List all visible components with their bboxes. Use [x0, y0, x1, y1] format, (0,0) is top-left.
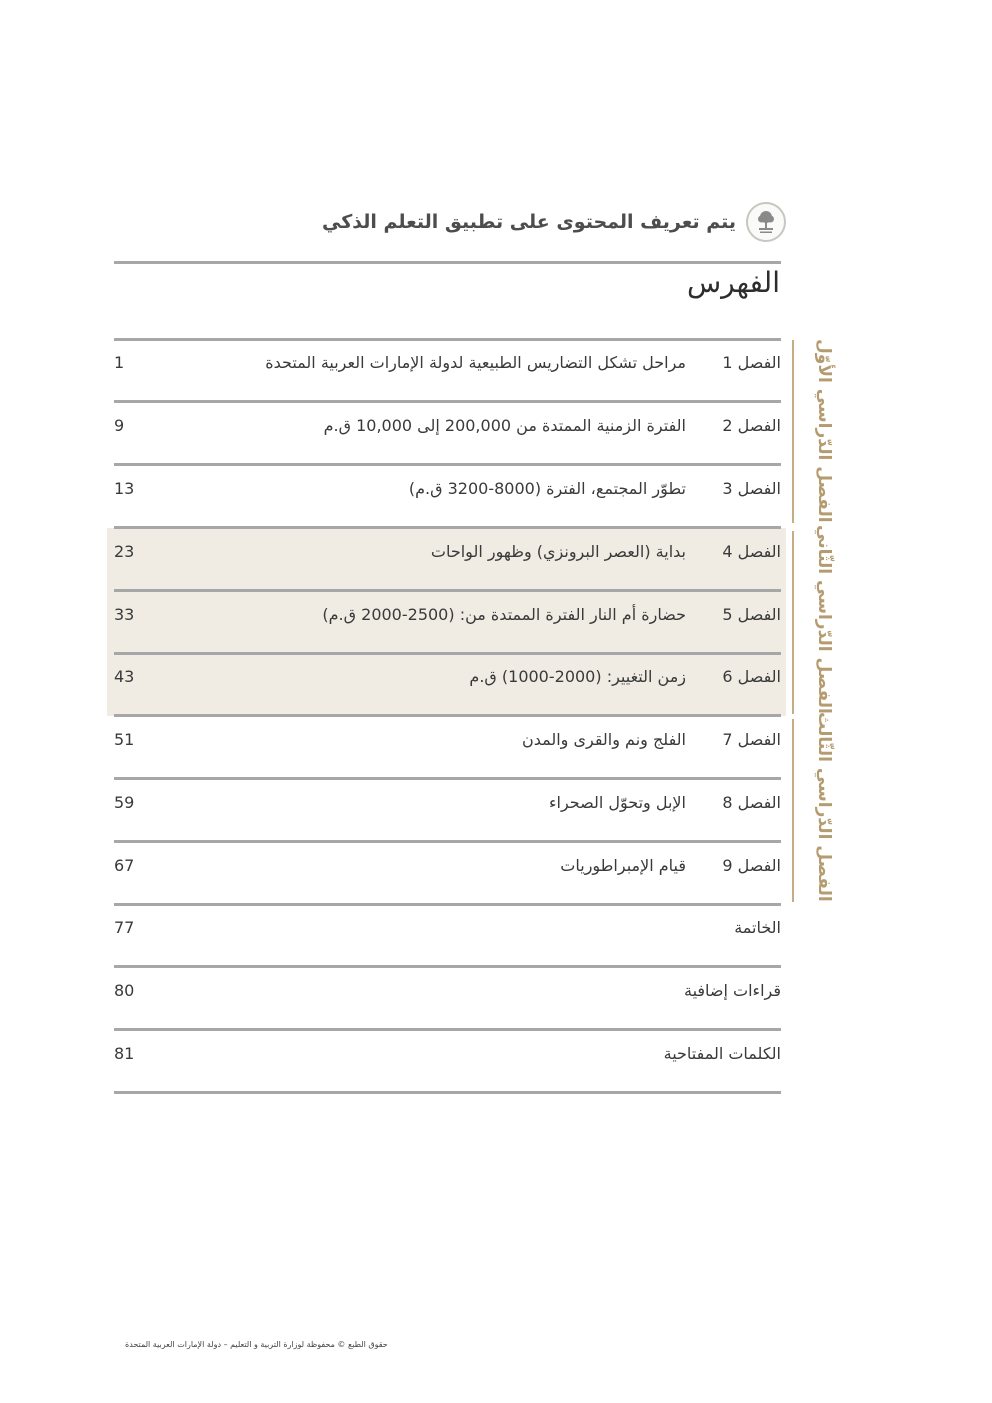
toc-row[interactable] — [114, 968, 781, 1031]
toc-row[interactable] — [114, 717, 781, 780]
term-bar — [792, 340, 794, 523]
page-number: 23 — [114, 542, 135, 561]
term-label: الفصل الدّراسي الثّالث — [814, 712, 834, 902]
chapter-label: الفصل 8 — [722, 793, 781, 812]
term-bar — [792, 531, 794, 714]
chapter-label: الفصل 5 — [722, 605, 781, 624]
term-2-marker — [792, 525, 838, 714]
toc-row[interactable] — [114, 905, 781, 968]
toc-row[interactable] — [114, 340, 781, 403]
chapter-label: الفصل 6 — [722, 667, 781, 686]
header-text: يتم تعريف المحتوى على تطبيق التعلم الذكي — [322, 211, 736, 233]
page-number: 51 — [114, 730, 135, 749]
chapter-label: الفصل 4 — [722, 542, 781, 561]
toc-row[interactable] — [114, 466, 781, 529]
toc-row[interactable] — [114, 843, 781, 906]
page-number: 33 — [114, 605, 135, 624]
toc-row[interactable] — [114, 780, 781, 843]
chapter-label: الفصل 7 — [722, 730, 781, 749]
toc-row[interactable] — [114, 529, 781, 592]
term-label: الفصل الدّراسي الأوّل — [814, 339, 834, 523]
header-rule — [114, 261, 781, 264]
tree-logo-icon — [746, 202, 786, 242]
chapter-title: الإبل وتحوّل الصحراء — [548, 793, 686, 812]
chapter-title: قيام الإمبراطوريات — [560, 856, 686, 875]
page-number: 77 — [114, 918, 135, 937]
page-number: 13 — [114, 479, 135, 498]
chapter-label: الفصل 1 — [722, 353, 781, 372]
page-number: 43 — [114, 667, 135, 686]
page-number: 1 — [114, 353, 125, 372]
section-title: قراءات إضافية — [684, 981, 781, 1000]
page-number: 59 — [114, 793, 135, 812]
chapter-label: الفصل 3 — [722, 479, 781, 498]
chapter-label: الفصل 2 — [722, 416, 781, 435]
row-divider — [114, 1091, 781, 1094]
toc-row[interactable] — [114, 1031, 781, 1094]
chapter-title: الفترة الزمنية الممتدة من 200,000 إلى 10,000 ق.م — [323, 416, 686, 435]
copyright-footer: حقوق الطبع © محفوظة لوزارة التربية و التعليم – دولة الإمارات العربية المتحدة — [125, 1340, 388, 1349]
chapter-title: مراحل تشكل التضاريس الطبيعية لدولة الإمارات العربية المتحدة — [265, 353, 686, 372]
toc-row[interactable] — [114, 592, 781, 655]
term-1-marker — [792, 340, 838, 523]
section-title: الخاتمة — [734, 918, 781, 937]
chapter-title: تطوّر المجتمع، الفترة (8000-3200 ق.م) — [408, 479, 686, 498]
term-bar — [792, 719, 794, 902]
term-label: الفصل الدّراسي الثّاني — [814, 525, 834, 714]
term-3-marker — [792, 712, 838, 902]
page-number: 81 — [114, 1044, 135, 1063]
toc-row[interactable] — [114, 654, 781, 717]
chapter-title: حضارة أم النار الفترة الممتدة من: (2500-2000 ق.م) — [322, 605, 686, 624]
section-title: الكلمات المفتاحية — [663, 1044, 781, 1063]
chapter-title: زمن التغيير: (2000-1000) ق.م — [469, 667, 686, 686]
page-title: الفهرس — [686, 266, 780, 299]
page-number: 67 — [114, 856, 135, 875]
chapter-title: الفلج ونم والقرى والمدن — [521, 730, 686, 749]
chapter-label: الفصل 9 — [722, 856, 781, 875]
toc-row[interactable] — [114, 403, 781, 466]
header — [322, 200, 786, 244]
page-number: 9 — [114, 416, 125, 435]
page-number: 80 — [114, 981, 135, 1000]
chapter-title: بداية (العصر البرونزي) وظهور الواحات — [430, 542, 686, 561]
